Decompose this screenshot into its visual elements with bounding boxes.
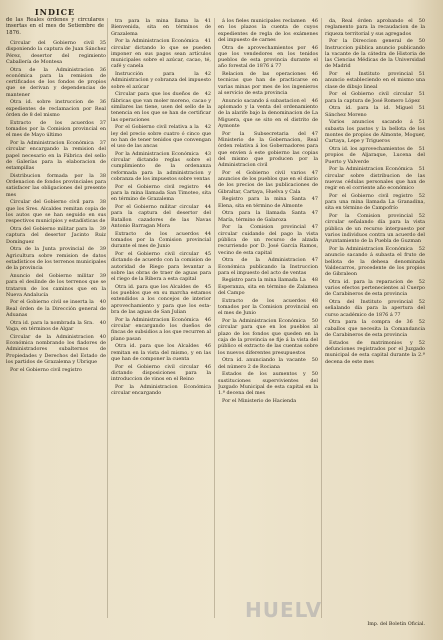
- index-entry: [218, 71, 318, 96]
- entry-text: Otra id. sobre instruccion de expedientes de reclamacion por Real órden de 8 del mismo: [6, 99, 106, 119]
- page-number: 45: [204, 283, 211, 290]
- index-entry: [325, 166, 425, 191]
- index-entry: [325, 319, 425, 338]
- index-entry: [6, 140, 106, 171]
- entry-text: Extracto de los acuerdos tomados por la Comision provincial en el mes de Mayo último: [6, 119, 106, 139]
- entry-text: Otra de la Junta provincial de Agricultura sobre remision de datos estadísticos de los terrenos municipales de la provincia: [6, 246, 106, 272]
- entry-text: Registro para la mina llamada La Esperanza, sita en término de Zalamea del Campo: [218, 277, 318, 297]
- entry-text: Otra id. para que los Alcaldes de los pueblos que en su marcha estamos extendidos a los concejos de interior aprovechamiento y para que los esta-bra de las aguas de San Julian: [111, 283, 211, 315]
- entry-text: Por la Subsecretaria del Ministerio de la Gobernacion, Real órden relativa á los Gobernadores para que envíen á este gobierno las copias del mismo que producen por la Administracion civil: [218, 130, 318, 169]
- page-number: 41: [204, 38, 211, 45]
- entry-text: Otra para la llamada Santa María, término de Galaroza: [218, 210, 306, 223]
- index-entry: [325, 213, 425, 244]
- index-entry: [6, 173, 106, 198]
- index-entry: [6, 40, 106, 65]
- page-number: 52: [418, 299, 425, 306]
- entry-text: Por la Administracion Económica circular encargando la remision del papel necesario en la Fábrica del sello de Galerías para la elaboracion de estampillas: [6, 140, 106, 172]
- index-entry: [111, 251, 211, 282]
- entry-text: Por la Administracion Económica circular encargando los dueños de fincas de subsidios a los que recurren al plano pasan: [111, 316, 211, 342]
- index-entry: [325, 279, 425, 298]
- index-entry: [6, 334, 106, 365]
- index-entry: [6, 120, 106, 139]
- index-entry: [111, 38, 211, 69]
- page-number: 46: [204, 363, 211, 370]
- entry-text: Por la Administracion Económica circular dictando reglas sobre el cumplimiento de la ordenanza reformada para la administracion y cobranza de los impuestos sobre ventas: [111, 150, 211, 183]
- entry-text: Por la Administracion Económica circular dictando lo que se pueden imponer en sus pagos sean artículos municipales sobre el azúcar, cacao, té, café y canela: [111, 38, 211, 70]
- index-entry: [325, 38, 425, 69]
- index-entry: [325, 71, 425, 90]
- page-number: 52: [418, 192, 425, 199]
- index-entry: [325, 91, 425, 104]
- entry-text: Otra id. para que los Alcaldes remitan en la vista del mismo, y en las que han de componer la cuenta: [111, 343, 211, 362]
- index-entry: [218, 318, 318, 356]
- page-number: 46: [311, 18, 318, 24]
- page-number: 52: [418, 213, 425, 220]
- index-entry: [218, 298, 318, 317]
- entry-text: Por la Administracion Económica circular encargando: [111, 383, 211, 397]
- page-number: 46: [204, 316, 211, 323]
- archive-watermark: HUELV: [245, 598, 323, 622]
- index-entry: [218, 18, 318, 43]
- index-entry: [218, 196, 318, 209]
- index-entry: [111, 204, 211, 229]
- page-number: 47: [311, 257, 318, 264]
- entry-text: Varios anuncios sacando á subasta los pastos y la bellota de los montes de propios de Almonte, Moguer, Cartaya, Lepe y Trigueros: [325, 119, 425, 145]
- entry-text: Distribucion formada por la Ordenacion de fondos provinciales para satisfacer las obligaciones del presente mes: [6, 172, 106, 198]
- index-entry: [111, 184, 211, 203]
- page-number: 46: [311, 71, 318, 78]
- page-number: 36: [99, 66, 106, 73]
- page-number: 48: [311, 297, 318, 304]
- page-number: 37: [99, 140, 106, 147]
- entry-text: Otra id. anunciando la vacante del número 2 de Rociana: [218, 357, 306, 370]
- page-number: 38: [99, 172, 106, 179]
- page-number: 40: [99, 333, 106, 340]
- index-entry: [325, 119, 425, 144]
- index-entry: [218, 257, 318, 276]
- page-number: 51: [418, 105, 425, 112]
- page-number: 47: [311, 130, 318, 137]
- page-number: 43: [204, 150, 211, 157]
- entry-text: Por el Gobierno civil circular para la captura de José Romero López: [325, 91, 420, 104]
- page-number: 47: [311, 196, 318, 203]
- entry-text: Anuncio sacando á subastacion el aplomado y la venta del ordenamiento de la alarife bajo la denominacion de La Miguera, que se sito en el distrito de Aymonte: [218, 97, 318, 129]
- index-entry: [6, 367, 106, 373]
- page-number: 47: [311, 210, 318, 217]
- entry-text: Por la Administracion Económica anuncio sacando á subasta el fruto de bellota de la dehesa denominada Valdecarros, procedente de los propios de Gibraleon: [325, 246, 425, 278]
- page-number: 45: [204, 250, 211, 257]
- entry-text: Otra del Gobierno militar para la captura del desertor Jacinto Ruiz Domínguez: [6, 226, 106, 245]
- page-number: 46: [204, 343, 211, 350]
- entry-text: Circular del Gobierno civil disponiendo la captura de Juan Sánchez Pérez, desertor del regimiento Caballería de Montesa: [6, 40, 106, 65]
- index-entry: [111, 343, 211, 362]
- page-number: 52: [418, 319, 425, 326]
- page-number: 51: [418, 71, 425, 78]
- page-number: 41: [204, 18, 211, 24]
- index-entry: [218, 371, 318, 396]
- index-column-2: [111, 18, 211, 630]
- entry-text: á los fieles municipales reclamen en los plazos la cuenta de cuyos expedientes de regla de los exámenes del impuesto de carnes: [218, 18, 318, 43]
- entry-text: Por el Instituto provincial anuncio estableciendo en el mismo una clase de dibujo lineal: [325, 71, 425, 90]
- index-entry: [111, 71, 211, 90]
- entry-text: Otra para la compra de 36 caballos que necesita la Comandancia de Carabineros de esta provincia: [325, 319, 425, 339]
- page-number: 39: [99, 246, 106, 253]
- index-entry: [111, 364, 211, 383]
- entry-text: Otra de la Administracion económica para la remision de certificados de los fondos de propios que se derivan y dependencias de mantener: [6, 66, 106, 98]
- entry-text: Por el Gobierno civil registro: [10, 366, 82, 373]
- entry-text: Por el Ministerio de Hacienda: [222, 397, 297, 404]
- index-entry: [325, 18, 425, 37]
- entry-text: Otra id. para la reparacion de varios efectos pertenecientes al Cuerpo de Carabineros de esta provincia: [325, 278, 425, 298]
- page-number: 42: [204, 91, 211, 98]
- index-entry: [6, 299, 106, 318]
- page-number: 36: [99, 99, 106, 106]
- entry-text: Otra de la Administracion Económica publicando la Instruccion para el impuesto del acto de ventas: [218, 257, 318, 276]
- page-number: 47: [311, 224, 318, 231]
- index-entry: [111, 91, 211, 122]
- index-entry: [6, 246, 106, 271]
- entry-text: Circular de la Administracion Económica nombrando los fiadores de Administradores subalternos de Propiedades y Derechos del Estado de los partidos de Grazalema y Ubrique: [6, 333, 106, 365]
- entry-text: Por la Administracion Económica circular para que en los pueblos al plazo de los fondos que queden en la caja de la provincia se fije á la vista del público el extracto de las cuentas sobre los nuevos diferentes presupuestos: [218, 318, 318, 356]
- page-number: 35: [99, 40, 106, 46]
- page-number: 44: [204, 183, 211, 190]
- entry-text: Otra id. los aprovechamientos de propios de Aljaraque, Lucena del Puerto y Valverde: [325, 145, 425, 165]
- index-entry: [325, 146, 425, 165]
- index-column-3: [218, 18, 318, 630]
- entry-text: Por el Gobierno civil registro para una mina llamada La Granadina, sita en término de Campofrío: [325, 192, 425, 212]
- entry-text: Circular para que los dueños de fábricas que van moler moreno, cacao y similares las tiene, usen del sello de la tenencia en los que se han de certificar las operaciones: [111, 91, 211, 123]
- entry-text: Por la Administracion Económica circular sobre distribucion de las nuevas cédulas personales que han de regir en el corriente año económico: [325, 166, 425, 192]
- entry-text: Por el Gobierno civil varios anuncios de los pueblos que en el diario de los precios de las publicaciones de Gibraltar, Cartaya, Huelva y Cala: [218, 169, 318, 195]
- entry-text: Otra de aprovechamientos por que los vendedores en los tenidos pueblos de esta provincia durante el año forestal de 1876 á 77: [218, 44, 318, 70]
- index-entry: [218, 98, 318, 129]
- page-number: 40: [99, 319, 106, 326]
- index-column-4: [325, 18, 425, 630]
- index-entry: [111, 18, 211, 37]
- entry-text: Por la Comision provincial circular señalando día para la vista pública de un recurso interpuesto por varios individuos contra un acuerdo del Ayuntamiento de la Puebla de Guzman: [325, 213, 425, 245]
- index-entry: [325, 193, 425, 212]
- entry-text: Otra id. para la nombrada la Sra. Vaga, en términos de Algar: [6, 319, 94, 333]
- page-number: 46: [311, 44, 318, 51]
- index-entry: [218, 277, 318, 296]
- index-entry: [6, 320, 106, 333]
- index-entry: [6, 273, 106, 298]
- entry-text: Estados de los aumentos y sustituciones supervivientes del Juzgado Municipal de esta capital en la 1.ª decena del mes: [218, 371, 318, 397]
- index-entry: [111, 284, 211, 315]
- page-number: 42: [204, 71, 211, 78]
- index-entry: [111, 231, 211, 250]
- page-number: 51: [418, 91, 425, 98]
- entry-text: Por la Direccion general de Instruccion pública anuncio publicando la vacante de la cátedra de Historia de las Ciencias Médicas de la Universidad de Madrid: [325, 38, 425, 70]
- entry-text: Registro para la mina Santa Elena, sita en término de Almonte: [218, 196, 306, 209]
- entry-text: Circular del Gobierno civil para que los Sres. Alcaldes remitan copia de los autos que se han seguido en sus respectivos municipios y estadísticas de: [6, 199, 106, 225]
- page-number: 48: [311, 277, 318, 284]
- index-entry: [218, 45, 318, 70]
- index-title: INDICE: [34, 7, 76, 17]
- entry-text: Por el Gobierno civil relativa a la ley del precio sobre cuatro ó cinco que no han de tener tenidos que convengan el uso de las ancas: [111, 124, 211, 150]
- entry-text: Anuncio del Gobierno militar para el deslinde de los terrenos que se trataron de los caminos que en la Nueva Andalucía: [6, 272, 106, 298]
- page-number: 51: [418, 145, 425, 152]
- page-number: 46: [311, 97, 318, 104]
- page-number: 52: [418, 246, 425, 252]
- page-number: 37: [99, 119, 106, 126]
- entry-text: Estados de matrimonios y defunciones registrados por el Juzgado municipal de esta capital durante la 2.ª decena de este mes: [325, 339, 425, 365]
- entry-text: Por la Comision provincial circular cuidando del pago la vista pública de un recurso de alzada recurriendo por D. José García Ramos, vecino de esta capital: [218, 224, 318, 256]
- index-entry: [111, 151, 211, 182]
- index-entry: [218, 170, 318, 195]
- page-number: 39: [99, 272, 106, 279]
- page-number: 50: [418, 38, 425, 45]
- index-entry: [325, 340, 425, 365]
- page-number: 51: [418, 166, 425, 173]
- index-entry: [6, 199, 106, 224]
- index-entry: [111, 384, 211, 397]
- index-entry: [218, 210, 318, 223]
- column-rule: [214, 18, 215, 618]
- index-entry: [6, 67, 106, 98]
- page-number: 44: [204, 204, 211, 211]
- index-entry: [218, 398, 318, 404]
- column-rule: [321, 18, 322, 618]
- page-number: 52: [418, 278, 425, 285]
- index-entry: [111, 124, 211, 149]
- page-number: 50: [311, 318, 318, 325]
- page-number: 50: [418, 18, 425, 24]
- page-number: 42: [204, 124, 211, 131]
- index-subtitle: de las Reales órdenes y circulares insertas en el mes de Setiembre de 1876.: [6, 17, 104, 36]
- entry-text: Instrucción para la Administracion y cobranza del impuesto sobre el azúcar: [111, 71, 211, 90]
- index-entry: [218, 357, 318, 370]
- page-number: 44: [204, 230, 211, 237]
- entry-text: da, Real órden aprobando el reglamento para la recaudacion de la riqueza territorial y sus agregados: [325, 18, 425, 37]
- index-entry: [111, 317, 211, 342]
- page-number: 39: [99, 226, 106, 233]
- entry-text: Extracto de los acuerdos tomados por la Comision provincial en el mes de Junio: [218, 297, 318, 317]
- page-number: 40: [99, 299, 106, 306]
- index-entry: [218, 131, 318, 169]
- entry-text: Por el Gobierno militar circular para la captura del desertor del Batallon cazadores de las Navas Antonio Barragan Mora: [111, 204, 211, 229]
- entry-text: Por el Gobierno civil registro para la mina llamada San Timoteo, sita en término de Grazalema: [111, 183, 211, 203]
- column-rule: [107, 18, 108, 618]
- entry-text: Por el Gobierno civil se inserta la Real órden de la Dirección general de Aduanas: [6, 299, 106, 319]
- page-number: 50: [311, 371, 318, 378]
- entry-text: Por el Gobierno civil circular dictando de acuerdo con la comision de autoridad de Riego para levantar a sobre las obras de traer de aguas para el riego de la Ribera a esta capital: [111, 250, 211, 283]
- entry-text: tra para la mina llama la Bienvenida, sita en términos de Grazalema: [111, 18, 211, 37]
- entry-text: Otra del Instituto provincial señalando día para la apertura del curso académico de 1876 á 77: [325, 299, 425, 318]
- index-entry: [218, 224, 318, 255]
- index-entry: [325, 299, 425, 318]
- entry-text: Extracto de los acuerdos tomados por la Comision provincial durante el mes de Junio: [111, 230, 211, 250]
- page-number: 52: [418, 339, 425, 346]
- entry-text: Relacion de las operaciones tecnicas que han de practicarse en varias minas por mes de los ingenieros al servicio de esta provincia: [218, 71, 318, 97]
- index-entry: [325, 105, 425, 118]
- index-entry: [6, 99, 106, 118]
- printer-footer: Imp. del Boletín Oficial.: [367, 622, 425, 627]
- index-entry: [325, 246, 425, 277]
- index-column-1: [6, 40, 106, 630]
- page-number: 50: [311, 357, 318, 364]
- page-number: 38: [99, 199, 106, 206]
- entry-text: Otra id. para la id. Miguel Sánchez Moreno: [325, 105, 413, 118]
- page-number: 47: [311, 169, 318, 176]
- index-entry: [6, 226, 106, 245]
- page-number: 51: [418, 119, 425, 126]
- entry-text: Por el Gobierno civil circular dictando disposiciones para la introduccion de vinos en el Reino: [111, 363, 211, 383]
